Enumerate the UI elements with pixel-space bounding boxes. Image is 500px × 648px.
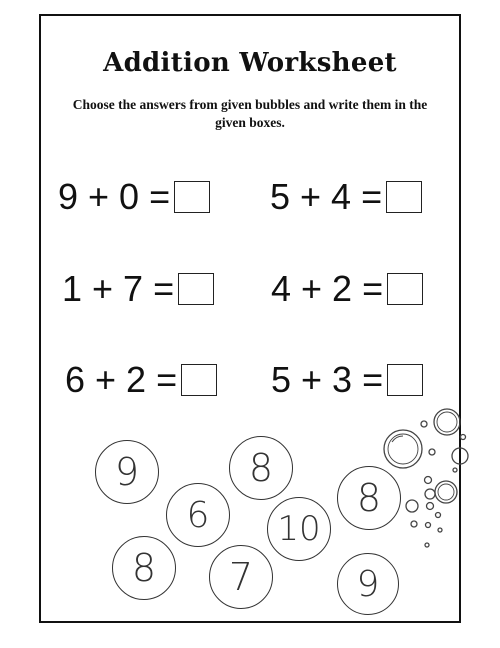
- instructions-text: Choose the answers from given bubbles and write them in the given boxes.: [72, 97, 428, 130]
- answer-bubble-8: 9: [337, 553, 399, 615]
- equation-1-text: 9 + 0 =: [58, 176, 171, 217]
- equation-4-text: 4 + 2 =: [271, 268, 384, 309]
- equation-5-text: 6 + 2 =: [65, 359, 178, 400]
- worksheet-title: Addition Worksheet: [103, 48, 397, 78]
- answer-bubble-7: 7: [209, 545, 273, 609]
- answer-bubble-1: 9: [95, 440, 159, 504]
- answer-bubble-3: 6: [166, 483, 230, 547]
- answer-bubble-5: 8: [337, 466, 401, 530]
- equation-2-text: 5 + 4 =: [270, 176, 383, 217]
- equation-6-text: 5 + 3 =: [271, 359, 384, 400]
- equation-3-text: 1 + 7 =: [62, 268, 175, 309]
- answer-bubble-4: 10: [267, 497, 331, 561]
- answer-bubble-2: 8: [229, 436, 293, 500]
- answer-bubble-6: 8: [112, 536, 176, 600]
